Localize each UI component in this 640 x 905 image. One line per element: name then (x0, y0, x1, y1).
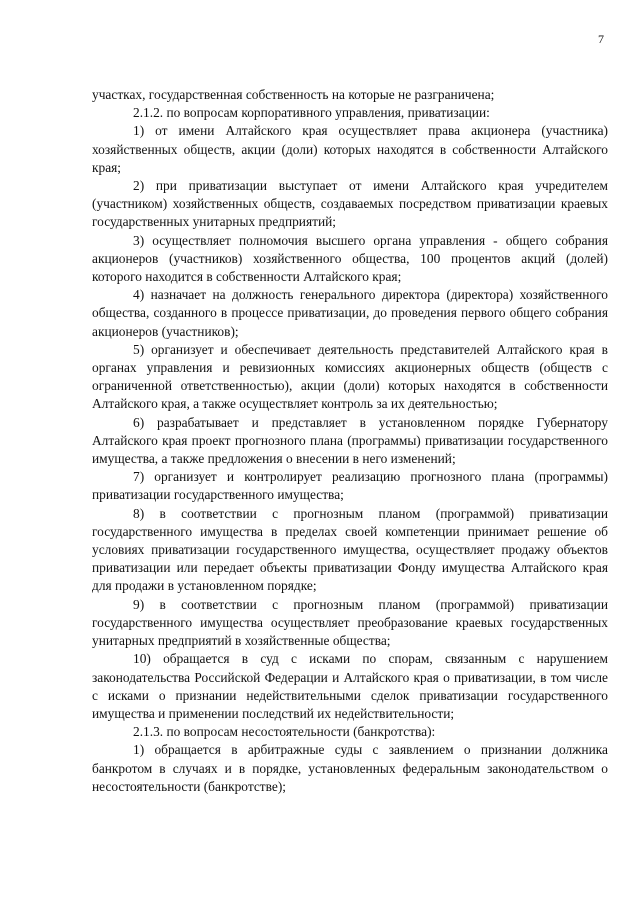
list-item-9: 9) в соответствии с прогнозным планом (программой) приватизации государственного имущества осуществляет преобразование краевых государственных унитарных предприятий в хозяйственные общества; (92, 596, 608, 649)
paragraph-1: участках, государственная собственность на которые не разграничена; (92, 87, 495, 102)
list-item-10: 10) обращается в суд с исками по спорам, связанным с нарушением законодательства Российской Федерации и Алтайского края о приватизации, в том числе с исками о признании недействительными сделок приватизации государственного имущества и применении последствий их недействительности; (92, 651, 608, 721)
list-item-5: 5) организует и обеспечивает деятельность представителей Алтайского края в органах управления и ревизионных комиссиях акционерных обществ (обществ с ограниченной ответственностью), акции (доли) которых находятся в собственности Алтайского края, а также осуществляет контроль за их деятельностью; (92, 341, 608, 412)
list-item-bankruptcy-1: 1) обращается в арбитражные суды с заявлением о признании должника банкротом в случаях и в порядке, установленных федеральным законодательством о несостоятельности (банкротстве); (92, 742, 608, 794)
list-item-8: 8) в соответствии с прогнозным планом (программой) приватизации государственного имущества в пределах своей компетенции принимает решение об условиях приватизации государственного имущества, осуществляет продажу объектов приватизации или передает объекты приватизации Фонду имущества Алтайского края для продажи в установленном порядке; (92, 505, 608, 594)
list-item-6: 6) разрабатывает и представляет в установленном порядке Губернатору Алтайского края проект прогнозного плана (программы) приватизации государственного имущества, а также предложения о внесении в него изменений; (92, 414, 608, 467)
list-item-3: 3) осуществляет полномочия высшего органа управления - общего собрания акционеров (участников) хозяйственного общества, 100 процентов акций (долей) которого находится в собственности Алтайского края; (92, 232, 608, 285)
list-item-1: 1) от имени Алтайского края осуществляет права акционера (участника) хозяйственных обществ, акции (доли) которых находятся в собственности Алтайского края; (92, 123, 608, 175)
page-number: 7 (598, 32, 604, 46)
list-item-4: 4) назначает на должность генерального директора (директора) хозяйственного общества, созданного в процессе приватизации, до проведения первого общего собрания акционеров (участников); (92, 287, 608, 339)
section-heading-2-1-3: 2.1.3. по вопросам несостоятельности (банкротства): (133, 724, 436, 740)
list-item-7: 7) организует и контролирует реализацию прогнозного плана (программы) приватизации государственного имущества; (92, 469, 608, 503)
section-heading-2-1-2: 2.1.2. по вопросам корпоративного управления, приватизации: (133, 105, 490, 121)
document-body (92, 86, 608, 796)
list-item-2: 2) при приватизации выступает от имени Алтайского края учредителем (участником) хозяйственных обществ, создаваемых посредством приватизации краевых государственных унитарных предприятий; (92, 178, 608, 230)
